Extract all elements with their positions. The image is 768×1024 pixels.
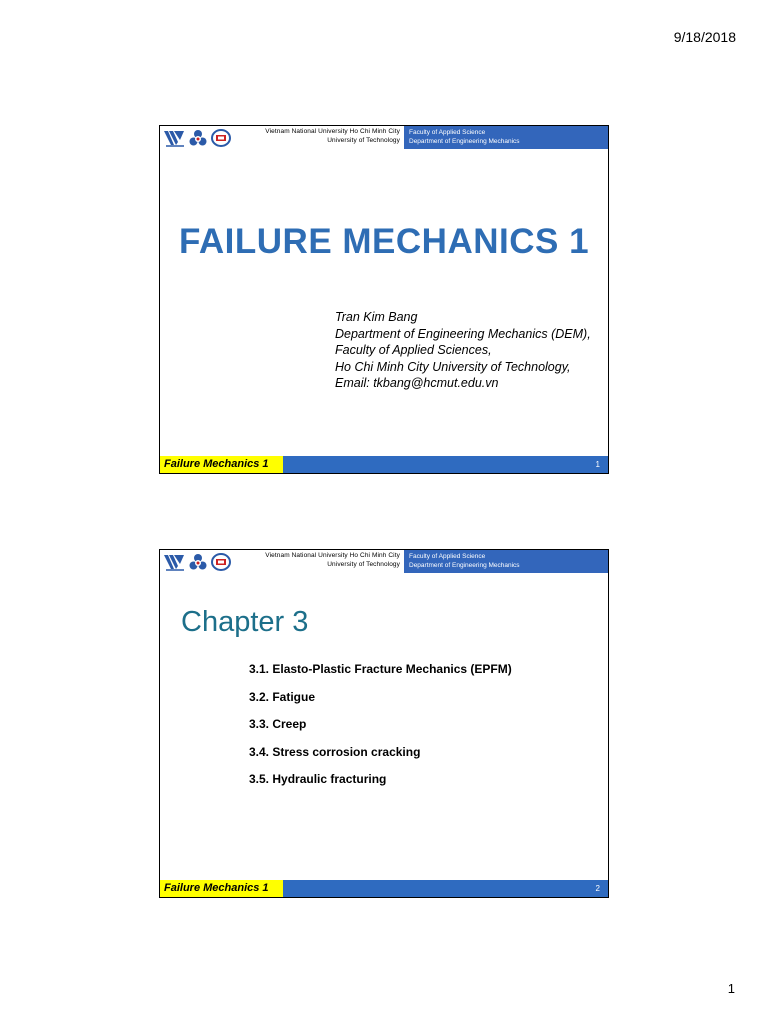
department-bar: Faculty of Applied Science Department of Engineering Mechanics	[404, 126, 608, 149]
vnu-logo-icon	[163, 129, 185, 147]
author-email: Email: tkbang@hcmut.edu.vn	[335, 376, 499, 390]
slide-footer	[160, 456, 608, 473]
author-line: Tran Kim Bang	[335, 310, 418, 324]
department-bar: Faculty of Applied Science Department of Engineering Mechanics	[404, 550, 608, 573]
footer-title: Failure Mechanics 1	[160, 880, 283, 897]
toc-item: 3.3. Creep	[249, 717, 307, 731]
toc-item: 3.1. Elasto-Plastic Fracture Mechanics (EPFM)	[249, 662, 512, 676]
university-name: Vietnam National University Ho Chi Minh City University of Technology	[265, 128, 400, 144]
page-date: 9/18/2018	[673, 29, 736, 45]
slide-title: FAILURE MECHANICS 1	[178, 222, 590, 261]
author-block	[335, 309, 591, 392]
slide-number: 2	[595, 884, 600, 893]
toc-item: 3.4. Stress corrosion cracking	[249, 744, 421, 759]
author-line: Faculty of Applied Sciences,	[335, 343, 492, 357]
slide-number: 1	[595, 460, 600, 469]
slide-header	[160, 126, 608, 149]
hcmut-logo-icon	[189, 553, 207, 571]
toc-item: 3.5. Hydraulic fracturing	[249, 772, 387, 786]
toc-item: 3.2. Fatigue	[249, 689, 316, 704]
slide-1	[159, 125, 609, 474]
author-line: Ho Chi Minh City University of Technology,	[335, 359, 571, 374]
page-number: 1	[727, 981, 735, 996]
slide-header	[160, 550, 608, 573]
faculty-logo-icon	[211, 129, 231, 147]
vnu-logo-icon	[163, 553, 185, 571]
logo-group	[163, 128, 231, 148]
university-name: Vietnam National University Ho Chi Minh City University of Technology	[265, 552, 400, 568]
chapter-title: Chapter 3	[181, 606, 309, 638]
hcmut-logo-icon	[189, 129, 207, 147]
faculty-logo-icon	[211, 553, 231, 571]
slide-footer	[160, 880, 608, 897]
chapter-toc	[249, 662, 512, 800]
slide-2	[159, 549, 609, 898]
author-line: Department of Engineering Mechanics (DEM),	[335, 326, 591, 341]
footer-title: Failure Mechanics 1	[160, 456, 283, 473]
logo-group	[163, 552, 231, 572]
